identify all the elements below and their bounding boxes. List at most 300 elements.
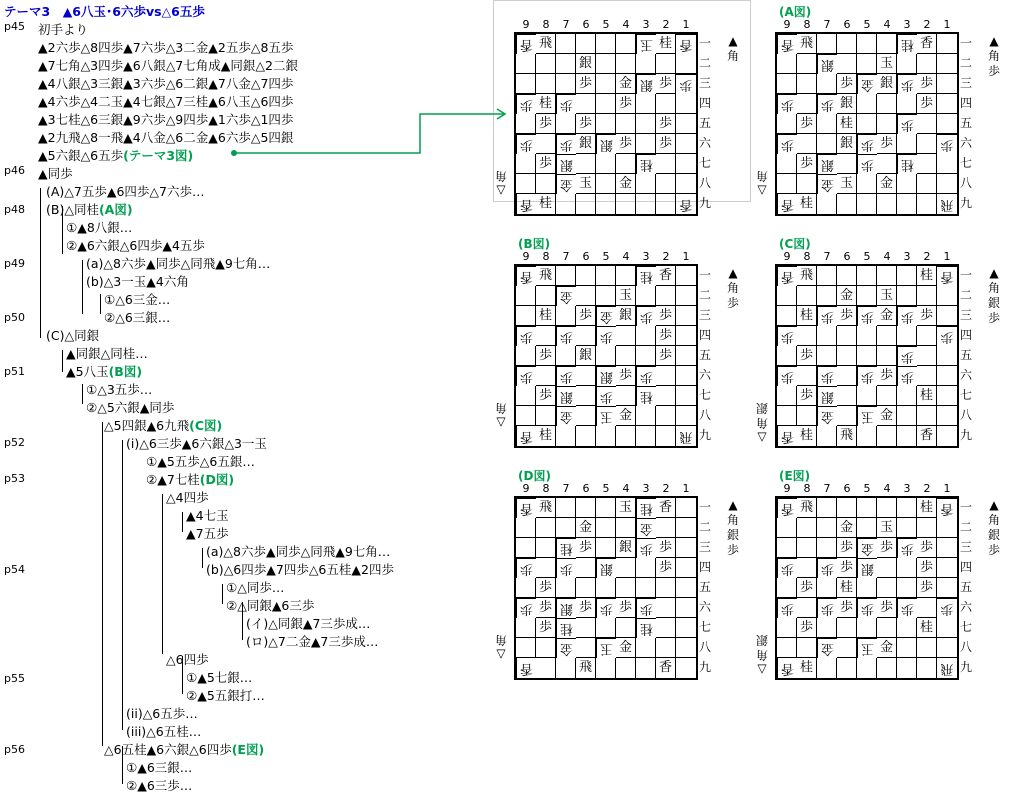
- move-line: ▲4六歩△4二玉▲4七銀△7三桂▲6八玉△6四歩: [38, 94, 294, 109]
- board-square: 銀: [576, 134, 596, 154]
- board-square: [837, 346, 857, 366]
- board-square: [596, 54, 616, 74]
- board-square: [616, 114, 636, 134]
- move-line: (イ)△同銀▲7三歩成…: [246, 616, 371, 631]
- move-line: ②△6三銀…: [104, 310, 171, 325]
- board-square: 歩: [797, 618, 817, 638]
- board-square: 香: [516, 426, 536, 446]
- board-square: 歩: [656, 538, 676, 558]
- board-square: [897, 638, 917, 658]
- board-square: [636, 426, 656, 446]
- board-square: [837, 34, 857, 54]
- move-line: ▲4八銀△3三銀▲3六歩△6二銀▲7八金△7四歩: [38, 76, 294, 91]
- board-square: [877, 114, 897, 134]
- board-square: [516, 54, 536, 74]
- board-square: [917, 326, 937, 346]
- board-square: [656, 386, 676, 406]
- board-square: 歩: [656, 558, 676, 578]
- board-square: [937, 286, 957, 306]
- board-square: 歩: [817, 366, 837, 386]
- board-square: [556, 578, 576, 598]
- board-square: [817, 34, 837, 54]
- page-number: p54: [4, 563, 25, 576]
- move-line: (ii)△6五歩…: [126, 706, 198, 721]
- page-number: p52: [4, 436, 25, 449]
- board-square: 歩: [917, 74, 937, 94]
- board-square: [576, 286, 596, 306]
- board-square: [676, 94, 696, 114]
- board-square: 歩: [897, 346, 917, 366]
- row-numbers: 一 二 三 四 五 六 七 八 九: [959, 36, 972, 210]
- board-square: 飛: [797, 266, 817, 286]
- board-square: 香: [777, 426, 797, 446]
- board-square: 飛: [797, 498, 817, 518]
- board-square: 銀: [556, 154, 576, 174]
- board-square: 桂: [917, 386, 937, 406]
- board-square: [837, 266, 857, 286]
- board-square: [857, 54, 877, 74]
- board-square: [837, 638, 857, 658]
- board-square: 歩: [777, 558, 797, 578]
- board-square: [536, 658, 556, 678]
- board-square: 歩: [656, 326, 676, 346]
- move-line: △6四歩: [166, 652, 209, 667]
- board-square: 香: [679, 197, 693, 212]
- board-square: [857, 94, 877, 114]
- board-square: 金: [817, 638, 837, 658]
- board-square: [937, 558, 957, 578]
- board-square: [857, 518, 877, 538]
- board-square: 銀: [616, 538, 636, 558]
- board-square: 銀: [596, 366, 616, 386]
- board-square: [676, 266, 696, 286]
- board-square: 金: [556, 406, 576, 426]
- move-line: ①▲8八銀…: [66, 220, 133, 235]
- board-square: 歩: [516, 326, 536, 346]
- board-square: [676, 346, 696, 366]
- board-square: 玉: [837, 174, 857, 194]
- page-number: p50: [4, 311, 25, 324]
- move-line: ①△6三金…: [104, 292, 171, 307]
- board-square: [676, 658, 696, 678]
- board-square: 歩: [516, 94, 536, 114]
- board-square: [937, 114, 957, 134]
- board-square: [576, 34, 596, 54]
- board-square: [837, 386, 857, 406]
- board-square: 銀: [576, 346, 596, 366]
- board-square: 歩: [897, 306, 917, 326]
- board-square: [596, 114, 616, 134]
- board-square: [817, 426, 837, 446]
- board-square: [917, 638, 937, 658]
- board-square: 金: [556, 174, 576, 194]
- board-square: [676, 286, 696, 306]
- board-square: [857, 266, 877, 286]
- board-square: [676, 326, 696, 346]
- board-square: [536, 638, 556, 658]
- board-square: [616, 578, 636, 598]
- move-line: ①△同歩…: [226, 580, 285, 595]
- board-square: 歩: [576, 114, 596, 134]
- board-square: [596, 346, 616, 366]
- board-square: [676, 114, 696, 134]
- board-square: [576, 578, 596, 598]
- board-square: [536, 558, 556, 578]
- move-line: △6五桂▲6六銀△6四歩(E図): [104, 742, 265, 757]
- board-square: [877, 658, 897, 678]
- board-square: 歩: [596, 598, 616, 618]
- page-number: p51: [4, 365, 25, 378]
- board-square: 歩: [536, 114, 556, 134]
- board-square: 歩: [576, 74, 596, 94]
- board-square: [656, 54, 676, 74]
- board-square: [877, 326, 897, 346]
- board-square: [777, 54, 797, 74]
- board-square: [897, 386, 917, 406]
- row-numbers: 一 二 三 四 五 六 七 八 九: [698, 268, 711, 442]
- board-square: [576, 426, 596, 446]
- board-square: [877, 34, 897, 54]
- move-line: ▲2六歩△8四歩▲7六歩△3二金▲2五歩△8五歩: [38, 40, 294, 55]
- board-square: [656, 286, 676, 306]
- board-square: [556, 34, 576, 54]
- board-square: [596, 34, 616, 54]
- board-square: [676, 558, 696, 578]
- board-square: 銀: [576, 54, 596, 74]
- figure-label: (E図): [231, 742, 265, 757]
- board-square: [857, 174, 877, 194]
- board-square: [536, 518, 556, 538]
- board-square: 桂: [897, 154, 917, 174]
- board-square: 桂: [636, 154, 656, 174]
- board-square: 金: [596, 306, 616, 326]
- board-square: [797, 366, 817, 386]
- board-square: [536, 286, 556, 306]
- board-square: [596, 498, 616, 518]
- board-square: [817, 498, 837, 518]
- board-square: [556, 498, 576, 518]
- board-square: [676, 638, 696, 658]
- board-square: [817, 538, 837, 558]
- move-line: ▲2九飛△8一飛▲4八金△6二金▲6六歩△5四銀: [38, 130, 294, 145]
- board-square: [777, 346, 797, 366]
- board-square: 香: [777, 658, 797, 678]
- board-square: 歩: [897, 114, 917, 134]
- board-square: 桂: [536, 306, 556, 326]
- board-square: 香: [656, 658, 676, 678]
- board-square: [656, 366, 676, 386]
- move-line: (ロ)△7二金▲7三歩成…: [246, 634, 379, 649]
- board-square: [897, 558, 917, 578]
- board-square: 銀: [817, 386, 837, 406]
- move-line: (i)△6三歩▲6六銀△3一玉: [126, 436, 267, 451]
- board-square: [576, 326, 596, 346]
- board-square: 歩: [917, 558, 937, 578]
- board-square: [877, 386, 897, 406]
- board-square: 香: [937, 498, 957, 518]
- board-square: 歩: [536, 386, 556, 406]
- board-square: 桂: [837, 114, 857, 134]
- board-square: [897, 406, 917, 426]
- board-square: [917, 174, 937, 194]
- board-square: 桂: [636, 498, 656, 518]
- board-square: [536, 538, 556, 558]
- move-line: ▲5八玉(B図): [66, 364, 143, 379]
- board-square: 飛: [940, 661, 954, 676]
- board-square: 玉: [596, 406, 616, 426]
- black-hand: ▲ 角 銀 歩: [726, 498, 739, 557]
- board-square: 玉: [857, 638, 877, 658]
- board-square: [877, 346, 897, 366]
- board-square: [837, 658, 857, 678]
- board-square: 歩: [576, 306, 596, 326]
- board-square: [676, 598, 696, 618]
- board-square: [937, 34, 957, 54]
- board-square: [897, 134, 917, 154]
- board-square: 飛: [940, 197, 954, 212]
- board-square: 香: [777, 34, 797, 54]
- board-square: [897, 658, 917, 678]
- board-square: [536, 74, 556, 94]
- board-square: [857, 194, 877, 214]
- page-number: p56: [4, 743, 25, 756]
- board-square: [797, 638, 817, 658]
- board-square: [656, 154, 676, 174]
- board-square: [576, 366, 596, 386]
- board-square: 金: [817, 174, 837, 194]
- board-square: 銀: [817, 54, 837, 74]
- move-line: (C)△同銀: [46, 328, 100, 343]
- board-square: [676, 538, 696, 558]
- board-square: 歩: [797, 386, 817, 406]
- board-square: [636, 658, 656, 678]
- board-square: [777, 618, 797, 638]
- row-numbers: 一 二 三 四 五 六 七 八 九: [959, 268, 972, 442]
- board-square: [636, 54, 656, 74]
- white-hand: △ 角: [756, 169, 769, 198]
- board-square: [877, 558, 897, 578]
- board-square: [636, 114, 656, 134]
- board-square: 歩: [656, 134, 676, 154]
- board-square: [516, 538, 536, 558]
- board-square: [817, 326, 837, 346]
- board-square: [877, 194, 897, 214]
- board-square: [937, 386, 957, 406]
- board-square: [676, 578, 696, 598]
- board-square: [576, 194, 596, 214]
- board-square: 香: [917, 34, 937, 54]
- board-square: [917, 346, 937, 366]
- board-square: [596, 154, 616, 174]
- board-square: [817, 658, 837, 678]
- board-square: 金: [837, 518, 857, 538]
- move-line: ②▲6六銀△6四歩▲4五歩: [66, 238, 205, 253]
- board-label: (E図): [779, 469, 811, 483]
- board-square: [917, 658, 937, 678]
- board-square: 金: [616, 174, 636, 194]
- board-square: 歩: [556, 326, 576, 346]
- board-square: 銀: [596, 134, 616, 154]
- white-hand: △ 角: [495, 401, 508, 430]
- page-title: テーマ3 ▲6八玉･6六歩vs△6五歩: [4, 4, 205, 19]
- board-square: [616, 518, 636, 538]
- board-square: [897, 54, 917, 74]
- board-square: [837, 618, 857, 638]
- black-hand: ▲ 角 銀 歩: [987, 266, 1000, 325]
- board-square: [837, 406, 857, 426]
- board-square: [917, 518, 937, 538]
- board-square: [897, 518, 917, 538]
- board-square: 歩: [917, 306, 937, 326]
- board-square: 歩: [857, 598, 877, 618]
- board-square: 玉: [636, 34, 656, 54]
- move-line: ①△3五歩…: [86, 382, 153, 397]
- board-square: 歩: [817, 306, 837, 326]
- board-square: [937, 174, 957, 194]
- shogi-board: [775, 32, 959, 216]
- page-number: p53: [4, 472, 25, 485]
- board-square: 歩: [857, 134, 877, 154]
- board-square: [636, 578, 656, 598]
- board-square: [656, 406, 676, 426]
- black-hand: ▲ 角 銀 歩: [987, 498, 1000, 557]
- board-square: [596, 538, 616, 558]
- board-square: [817, 618, 837, 638]
- board-square: 歩: [777, 326, 797, 346]
- board-square: 歩: [656, 306, 676, 326]
- move-line: ①▲5七銀…: [186, 670, 253, 685]
- board-square: 桂: [536, 194, 556, 214]
- board-square: 桂: [656, 34, 676, 54]
- board-square: 歩: [536, 598, 556, 618]
- board-square: [536, 326, 556, 346]
- board-square: 玉: [616, 286, 636, 306]
- board-square: [616, 618, 636, 638]
- board-square: 香: [516, 194, 536, 214]
- board-square: 銀: [556, 598, 576, 618]
- board-square: [556, 114, 576, 134]
- board-square: [897, 578, 917, 598]
- board-square: [897, 94, 917, 114]
- board-square: 歩: [917, 538, 937, 558]
- board-square: [656, 174, 676, 194]
- board-square: [656, 618, 676, 638]
- board-square: [817, 346, 837, 366]
- board-square: 歩: [937, 598, 957, 618]
- board-square: [897, 326, 917, 346]
- white-hand: △ 角 銀: [756, 633, 769, 677]
- white-hand: △ 角: [495, 169, 508, 198]
- board-square: [917, 598, 937, 618]
- board-square: 歩: [777, 598, 797, 618]
- board-square: [676, 54, 696, 74]
- board-square: 玉: [877, 518, 897, 538]
- board-square: [777, 114, 797, 134]
- move-line: ▲同歩: [38, 166, 73, 181]
- board-square: [656, 94, 676, 114]
- board-square: [596, 426, 616, 446]
- board-square: 金: [616, 74, 636, 94]
- board-square: [596, 618, 616, 638]
- board-square: [777, 518, 797, 538]
- board-square: 歩: [616, 134, 636, 154]
- board-square: 歩: [556, 366, 576, 386]
- board-square: 歩: [877, 538, 897, 558]
- board-square: [596, 194, 616, 214]
- board-square: 飛: [679, 429, 693, 444]
- board-square: 歩: [837, 306, 857, 326]
- board-square: [596, 266, 616, 286]
- figure-label: (C図): [189, 418, 223, 433]
- move-line: ②▲6三歩…: [126, 778, 193, 793]
- board-square: 歩: [656, 74, 676, 94]
- board-square: [817, 114, 837, 134]
- board-square: [676, 134, 696, 154]
- board-square: 金: [877, 406, 897, 426]
- board-square: 歩: [656, 114, 676, 134]
- figure-label: (D図): [199, 472, 235, 487]
- board-square: [937, 638, 957, 658]
- white-hand: △ 角 銀: [756, 401, 769, 445]
- board-square: 桂: [797, 658, 817, 678]
- board-square: [516, 306, 536, 326]
- board-square: 歩: [897, 598, 917, 618]
- board-square: [877, 578, 897, 598]
- board-square: [536, 366, 556, 386]
- board-square: 銀: [636, 74, 656, 94]
- board-square: 歩: [817, 598, 837, 618]
- board-square: [616, 386, 636, 406]
- move-line: (b)△3一玉▲4六角: [86, 274, 189, 289]
- board-square: [777, 406, 797, 426]
- board-square: 玉: [857, 406, 877, 426]
- board-square: [937, 154, 957, 174]
- board-square: 香: [777, 498, 797, 518]
- move-line: ▲4七玉: [186, 508, 229, 523]
- board-square: [937, 538, 957, 558]
- board-square: [897, 194, 917, 214]
- board-square: 香: [656, 266, 676, 286]
- board-square: 桂: [636, 386, 656, 406]
- board-square: 歩: [817, 94, 837, 114]
- board-square: [516, 74, 536, 94]
- board-square: [516, 638, 536, 658]
- board-square: 歩: [857, 154, 877, 174]
- board-square: 銀: [877, 74, 897, 94]
- board-square: [516, 578, 536, 598]
- board-square: [917, 194, 937, 214]
- board-square: [636, 638, 656, 658]
- board-square: [656, 598, 676, 618]
- board-square: [676, 618, 696, 638]
- board-square: 金: [556, 286, 576, 306]
- board-square: [837, 154, 857, 174]
- board-square: 桂: [797, 306, 817, 326]
- page-number: p48: [4, 203, 25, 216]
- board-square: 銀: [837, 94, 857, 114]
- board-square: 金: [837, 286, 857, 306]
- board-square: [837, 194, 857, 214]
- board-square: [937, 306, 957, 326]
- board-square: [917, 154, 937, 174]
- board-square: 香: [937, 266, 957, 286]
- board-square: 金: [636, 518, 656, 538]
- board-square: [616, 194, 636, 214]
- board-square: [797, 406, 817, 426]
- board-square: 歩: [897, 538, 917, 558]
- board-square: [937, 578, 957, 598]
- board-square: 歩: [656, 346, 676, 366]
